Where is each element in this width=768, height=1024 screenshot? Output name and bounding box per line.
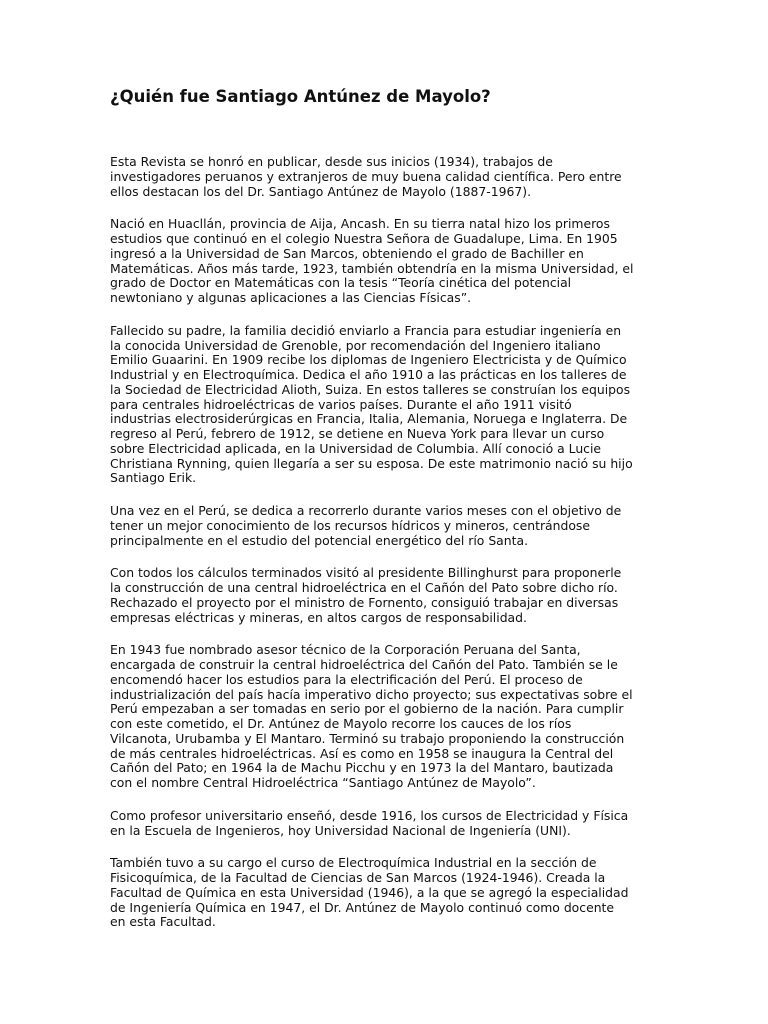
text-line: en esta Facultad. (110, 914, 216, 930)
paragraph-3 (110, 324, 670, 486)
text-line: Santiago Erik. (110, 470, 197, 486)
text-line: para centrales hidroeléctricas de varios países. Durante el año 1911 visitó (110, 396, 572, 412)
paragraph-2 (110, 217, 670, 306)
text-line: encargada de construir la central hidroeléctrica del Cañón del Pato. También se le (110, 657, 618, 672)
text-line: con este cometido, el Dr. Antúnez de Mayolo recorre los cauces de los ríos (110, 716, 572, 731)
paragraph-7 (110, 809, 670, 839)
text-line: Facultad de Química en esta Universidad (1946), a la que se agregó la especialidad (110, 884, 629, 900)
document-body (110, 155, 670, 948)
text-line: Vilcanota, Urubamba y El Mantaro. Terminó su trabajo proponiendo la construcción (110, 730, 625, 746)
text-line: grado de Doctor en Matemáticas con la tesis “Teoría cinética del potencial (110, 275, 572, 291)
text-line: principalmente en el estudio del potencial energético del río Santa. (110, 532, 529, 548)
text-line: Industrial y en Electroquímica. Dedica el año 1910 a las prácticas en los talleres de (110, 367, 627, 382)
text-line: con el nombre Central Hidroeléctrica “Santiago Antúnez de Mayolo”. (110, 775, 536, 790)
paragraph-1 (110, 155, 670, 199)
text-line: Christiana Rynning, quien llegaría a ser su esposa. De este matrimonio nació su hijo (110, 455, 633, 471)
text-line: industrias electrosiderúrgicas en Francia, Italia, Alemania, Noruega e Inglaterra. De (110, 411, 628, 427)
text-line: empresas eléctricas y mineras, en altos cargos de responsabilidad. (110, 609, 527, 625)
text-line: ellos destacan los del Dr. Santiago Antúnez de Mayolo (1887-1967). (110, 183, 532, 199)
text-line: la construcción de una central hidroeléctrica en el Cañón del Pato sobre dicho río. (110, 580, 618, 595)
text-line: industrialización del país hacía imperativo dicho proyecto; sus expectativas sobre el (110, 686, 633, 702)
text-line: encomendó hacer los estudios para la electrificación del Perú. El proceso de (110, 671, 583, 687)
text-line: la conocida Universidad de Grenoble, por recomendación del Ingeniero italiano (110, 337, 601, 353)
text-line: regreso al Perú, febrero de 1912, se detiene en Nueva York para llevar un curso (110, 426, 605, 441)
text-line: También tuvo a su cargo el curso de Electroquímica Industrial en la sección de (110, 855, 597, 871)
text-line: Fisicoquímica, de la Facultad de Ciencias de San Marcos (1924-1946). Creada la (110, 870, 606, 885)
text-line: Como profesor universitario enseñó, desde 1916, los cursos de Electricidad y Física (110, 807, 629, 823)
text-line: ingresó a la Universidad de San Marcos, obteniendo el grado de Bachiller en (110, 245, 584, 261)
text-line: sobre Electricidad aplicada, en la Universidad de Columbia. Allí conoció a Lucie (110, 440, 602, 456)
paragraph-5 (110, 566, 670, 625)
paragraph-8 (110, 856, 670, 930)
text-line: Una vez en el Perú, se dedica a recorrerlo durante varios meses con el objetivo de (110, 503, 622, 518)
text-line: Fallecido su padre, la familia decidió enviarlo a Francia para estudiar ingeniería en (110, 322, 622, 338)
text-line: Cañón del Pato; en 1964 la de Machu Picchu y en 1973 la del Mantaro, bautizada (110, 760, 614, 776)
text-line: estudios que continuó en el colegio Nuestra Señora de Guadalupe, Lima. En 1905 (110, 231, 618, 246)
text-line: newtoniano y algunas aplicaciones a las Ciencias Físicas”. (110, 290, 472, 305)
text-line: en la Escuela de Ingenieros, hoy Universidad Nacional de Ingeniería (UNI). (110, 822, 571, 838)
paragraph-4 (110, 504, 670, 548)
text-line: de Ingeniería Química en 1947, el Dr. Antúnez de Mayolo continuó como docente (110, 899, 615, 915)
document-title: ¿Quién fue Santiago Antúnez de Mayolo? (110, 87, 491, 106)
text-line: Esta Revista se honró en publicar, desde sus inicios (1934), trabajos de (110, 154, 553, 169)
text-line: la Sociedad de Electricidad Alioth, Suiza. En estos talleres se construían los equipos (110, 381, 631, 397)
text-line: de más centrales hidroeléctricas. Así es como en 1958 se inaugura la Central del (110, 745, 614, 761)
text-line: Perú empezaban a ser tomadas en serio por el gobierno de la nación. Para cumplir (110, 701, 624, 717)
text-line: En 1943 fue nombrado asesor técnico de la Corporación Peruana del Santa, (110, 642, 581, 658)
text-line: Rechazado el proyecto por el ministro de Fornento, consiguió trabajar en diversas (110, 594, 619, 610)
text-line: Matemáticas. Años más tarde, 1923, también obtendría en la misma Universidad, el (110, 260, 634, 276)
paragraph-6 (110, 643, 670, 791)
text-line: investigadores peruanos y extranjeros de muy buena calidad científica. Pero entre (110, 168, 622, 184)
text-line: Con todos los cálculos terminados visitó al presidente Billinghurst para proponerle (110, 565, 622, 581)
text-line: tener un mejor conocimiento de los recursos hídricos y mineros, centrándose (110, 517, 591, 533)
text-line: Emilio Guaarini. En 1909 recibe los diplomas de Ingeniero Electricista y de Químico (110, 352, 627, 368)
text-line: Nació en Huacllán, provincia de Aija, Ancash. En su tierra natal hizo los primeros (110, 216, 610, 232)
